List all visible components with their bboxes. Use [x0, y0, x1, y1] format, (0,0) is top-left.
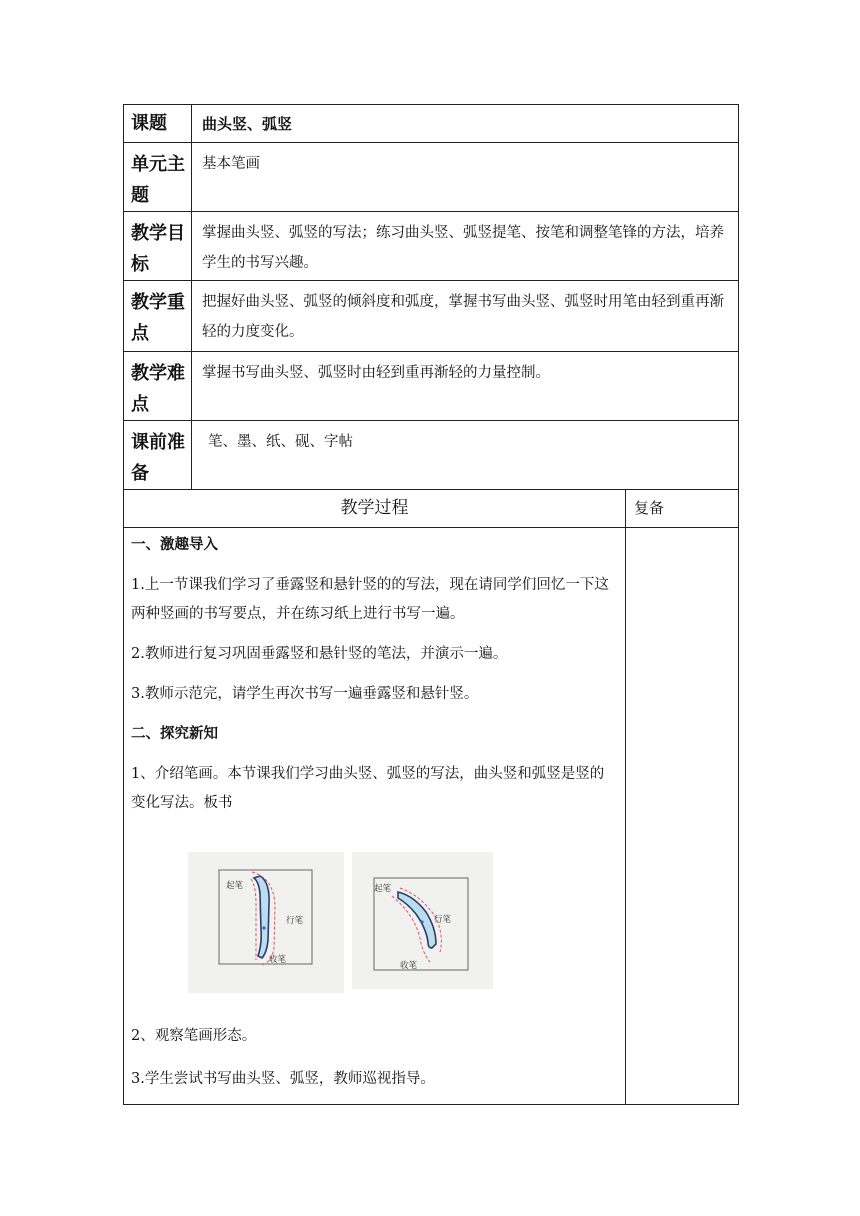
row-objective [124, 212, 739, 281]
value-difficulty: 掌握书写曲头竖、弧竖时由轻到重再渐轻的力量控制。 [192, 352, 739, 421]
review-notes-cell [626, 528, 739, 1105]
section-intro: 一、激趣导入 [131, 537, 218, 553]
label-preparation: 课前准备 [124, 421, 192, 490]
paragraph-3: 3.教师示范完，请学生再次书写一遍垂露竖和悬针竖。 [131, 686, 479, 702]
side-header: 复备 [626, 490, 739, 528]
value-unit: 基本笔画 [192, 143, 739, 212]
fig-left-move: 行笔 [286, 916, 304, 926]
row-process-header [124, 490, 739, 528]
row-process-body [124, 528, 739, 1105]
row-unit [124, 143, 739, 212]
value-key-point: 把握好曲头竖、弧竖的倾斜度和弧度，掌握书写曲头竖、弧竖时用笔由轻到重再渐轻的力度变化。 [192, 281, 739, 352]
stroke-figures [131, 852, 617, 1022]
lesson-plan-sheet [123, 104, 738, 1105]
label-unit: 单元主题 [124, 143, 192, 212]
fig-right-move: 行笔 [434, 915, 452, 925]
label-topic: 课题 [124, 105, 192, 143]
fig-right-end: 收笔 [400, 961, 418, 971]
label-difficulty: 教学难点 [124, 352, 192, 421]
value-topic: 曲头竖、弧竖 [192, 105, 739, 143]
process-header: 教学过程 [124, 490, 626, 528]
row-key-point [124, 281, 739, 352]
figure-curved-head-vertical [188, 852, 344, 993]
row-topic [124, 105, 739, 143]
section-explore: 二、探究新知 [131, 726, 218, 742]
row-difficulty [124, 352, 739, 421]
figure-arc-vertical [352, 852, 493, 989]
row-preparation [124, 421, 739, 490]
paragraph-5: 2、观察笔画形态。 [131, 1028, 257, 1044]
process-body [124, 528, 626, 1105]
paragraph-2: 2.教师进行复习巩固垂露竖和悬针竖的笔法，并演示一遍。 [131, 646, 508, 662]
label-objective: 教学目标 [124, 212, 192, 281]
paragraph-1: 1.上一节课我们学习了垂露竖和悬针竖的的写法，现在请同学们回忆一下这两种竖画的书写要点，并在练习纸上进行书写一遍。 [131, 577, 609, 622]
fig-left-end: 收笔 [269, 955, 287, 965]
label-key-point: 教学重点 [124, 281, 192, 352]
lesson-plan-table [123, 104, 739, 1105]
value-objective: 掌握曲头竖、弧竖的写法；练习曲头竖、弧竖提笔、按笔和调整笔锋的方法，培养学生的书写兴趣。 [192, 212, 739, 281]
fig-left-start: 起笔 [226, 881, 244, 891]
fig-right-start: 起笔 [374, 884, 392, 894]
paragraph-6: 3.学生尝试书写曲头竖、弧竖，教师巡视指导。 [131, 1071, 435, 1087]
value-preparation: 笔、墨、纸、砚、字帖 [192, 421, 739, 490]
paragraph-4: 1、介绍笔画。本节课我们学习曲头竖、弧竖的写法，曲头竖和弧竖是竖的变化写法。板书 [131, 766, 605, 811]
